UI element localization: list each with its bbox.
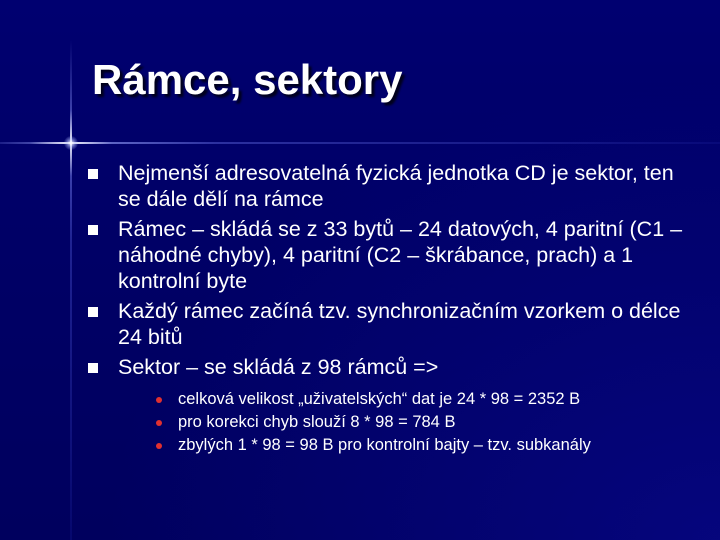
bullet-item [88, 298, 688, 350]
sub-bullet-item [150, 388, 688, 411]
bullet-list [88, 160, 688, 457]
square-bullet-icon [88, 225, 98, 235]
bullet-item [88, 354, 688, 457]
bullet-item [88, 160, 688, 212]
dot-bullet-icon [156, 397, 162, 403]
square-bullet-icon [88, 307, 98, 317]
bullet-text: Sektor – se skládá z 98 rámců => [118, 355, 439, 379]
sparkle-icon [64, 136, 78, 150]
sub-bullet-text: pro korekci chyb slouží 8 * 98 = 784 B [178, 413, 456, 431]
sub-bullet-list [118, 388, 688, 457]
sub-bullet-text: zbylých 1 * 98 = 98 B pro kontrolní bajty – tzv. subkanály [178, 436, 591, 454]
sub-bullet-item [150, 411, 688, 434]
bullet-text: Rámec – skládá se z 33 bytů – 24 datových, 4 paritní (C1 – náhodné chyby), 4 paritní (C2 – škrábance, prach) a 1 kontrolní byte [118, 217, 683, 293]
dot-bullet-icon [156, 443, 162, 449]
slide-title: Rámce, sektory [92, 56, 403, 103]
sub-bullet-item [150, 434, 688, 457]
bullet-text: Nejmenší adresovatelná fyzická jednotka CD je sektor, ten se dále dělí na rámce [118, 161, 674, 211]
bullet-item [88, 216, 688, 294]
sub-bullet-text: celková velikost „uživatelských“ dat je 24 * 98 = 2352 B [178, 390, 581, 408]
bullet-text: Každý rámec začíná tzv. synchronizačním vzorkem o délce 24 bitů [118, 299, 681, 349]
dot-bullet-icon [156, 420, 162, 426]
square-bullet-icon [88, 169, 98, 179]
slide-content [88, 160, 688, 461]
square-bullet-icon [88, 363, 98, 373]
